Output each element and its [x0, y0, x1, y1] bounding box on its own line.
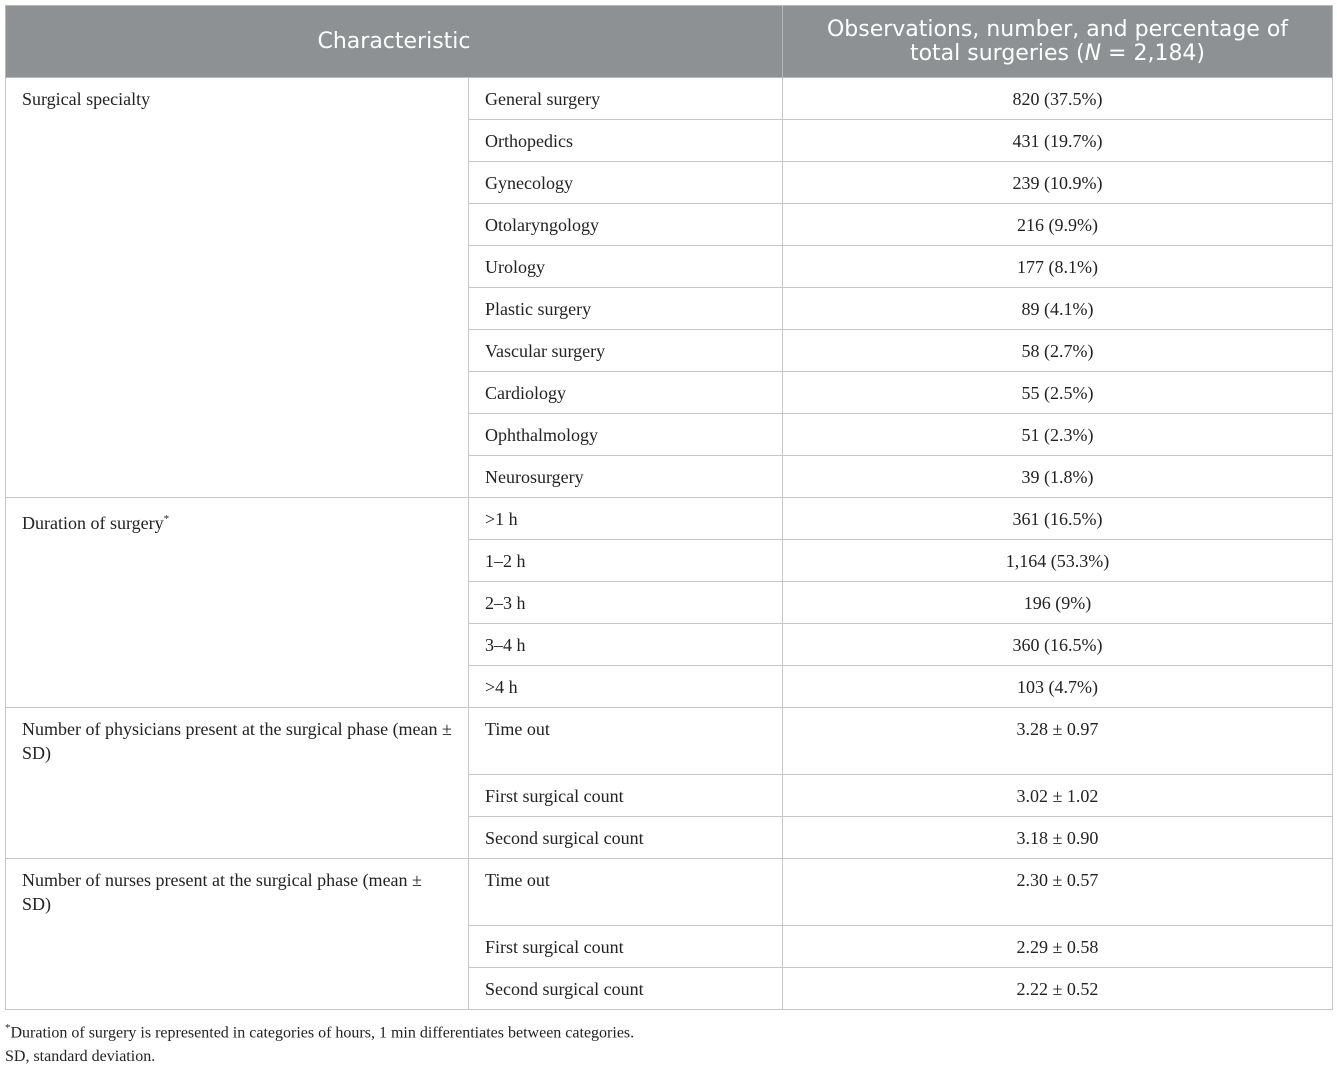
group-label-specialty: Surgical specialty — [6, 78, 469, 498]
row-item: Gynecology — [469, 162, 783, 204]
row-value: 39 (1.8%) — [783, 456, 1333, 498]
table-row — [6, 78, 1333, 120]
row-value: 216 (9.9%) — [783, 204, 1333, 246]
row-item: Urology — [469, 246, 783, 288]
header-observations-line2-pre: total surgeries ( — [909, 40, 1085, 66]
table-container — [5, 5, 1332, 1010]
group-label-physicians: Number of physicians present at the surgical phase (mean ± SD) — [6, 708, 469, 859]
header-observations-line1: Observations, number, and percentage of — [826, 16, 1289, 42]
row-item: Cardiology — [469, 372, 783, 414]
row-value: 1,164 (53.3%) — [783, 540, 1333, 582]
header-observations-n: N — [1084, 40, 1102, 66]
row-value: 103 (4.7%) — [783, 666, 1333, 708]
row-item: >1 h — [469, 498, 783, 540]
row-item: Neurosurgery — [469, 456, 783, 498]
footnote-duration — [5, 1016, 1332, 1045]
row-value: 55 (2.5%) — [783, 372, 1333, 414]
row-value: 3.02 ± 1.02 — [783, 775, 1333, 817]
row-item: Second surgical count — [469, 817, 783, 859]
characteristics-table — [5, 5, 1333, 1010]
row-value: 361 (16.5%) — [783, 498, 1333, 540]
row-item: First surgical count — [469, 775, 783, 817]
row-value: 51 (2.3%) — [783, 414, 1333, 456]
group-label-duration-text: Duration of surgery — [22, 513, 164, 533]
footnote-duration-text: Duration of surgery is represented in categories of hours, 1 min differentiates between categories. — [10, 1024, 635, 1042]
header-observations — [783, 6, 1333, 78]
row-item: Second surgical count — [469, 968, 783, 1010]
row-item: Orthopedics — [469, 120, 783, 162]
row-value: 2.30 ± 0.57 — [783, 859, 1333, 926]
row-value: 431 (19.7%) — [783, 120, 1333, 162]
row-value: 196 (9%) — [783, 582, 1333, 624]
row-item: Ophthalmology — [469, 414, 783, 456]
row-value: 360 (16.5%) — [783, 624, 1333, 666]
row-item: Time out — [469, 859, 783, 926]
header-characteristic: Characteristic — [6, 6, 783, 78]
table-row — [6, 859, 1333, 926]
row-value: 820 (37.5%) — [783, 78, 1333, 120]
row-value: 239 (10.9%) — [783, 162, 1333, 204]
row-item: 2–3 h — [469, 582, 783, 624]
row-item: Plastic surgery — [469, 288, 783, 330]
row-value: 2.29 ± 0.58 — [783, 926, 1333, 968]
row-value: 3.28 ± 0.97 — [783, 708, 1333, 775]
footnote-duration-marker: * — [5, 1022, 11, 1034]
row-item: >4 h — [469, 666, 783, 708]
row-value: 177 (8.1%) — [783, 246, 1333, 288]
table-footnotes — [5, 1016, 1332, 1069]
row-value: 58 (2.7%) — [783, 330, 1333, 372]
row-item: Vascular surgery — [469, 330, 783, 372]
header-observations-line2-post: = 2,184) — [1101, 40, 1206, 66]
row-item: General surgery — [469, 78, 783, 120]
group-label-duration — [6, 498, 469, 708]
footnote-marker: * — [163, 513, 170, 525]
row-item: 1–2 h — [469, 540, 783, 582]
row-item: 3–4 h — [469, 624, 783, 666]
group-label-nurses: Number of nurses present at the surgical phase (mean ± SD) — [6, 859, 469, 1010]
footnote-sd: SD, standard deviation. — [5, 1048, 156, 1066]
table-header-row — [6, 6, 1333, 78]
table-row — [6, 708, 1333, 775]
row-item: Time out — [469, 708, 783, 775]
row-item: First surgical count — [469, 926, 783, 968]
table-row — [6, 498, 1333, 540]
row-value: 89 (4.1%) — [783, 288, 1333, 330]
row-item: Otolaryngology — [469, 204, 783, 246]
row-value: 2.22 ± 0.52 — [783, 968, 1333, 1010]
row-value: 3.18 ± 0.90 — [783, 817, 1333, 859]
